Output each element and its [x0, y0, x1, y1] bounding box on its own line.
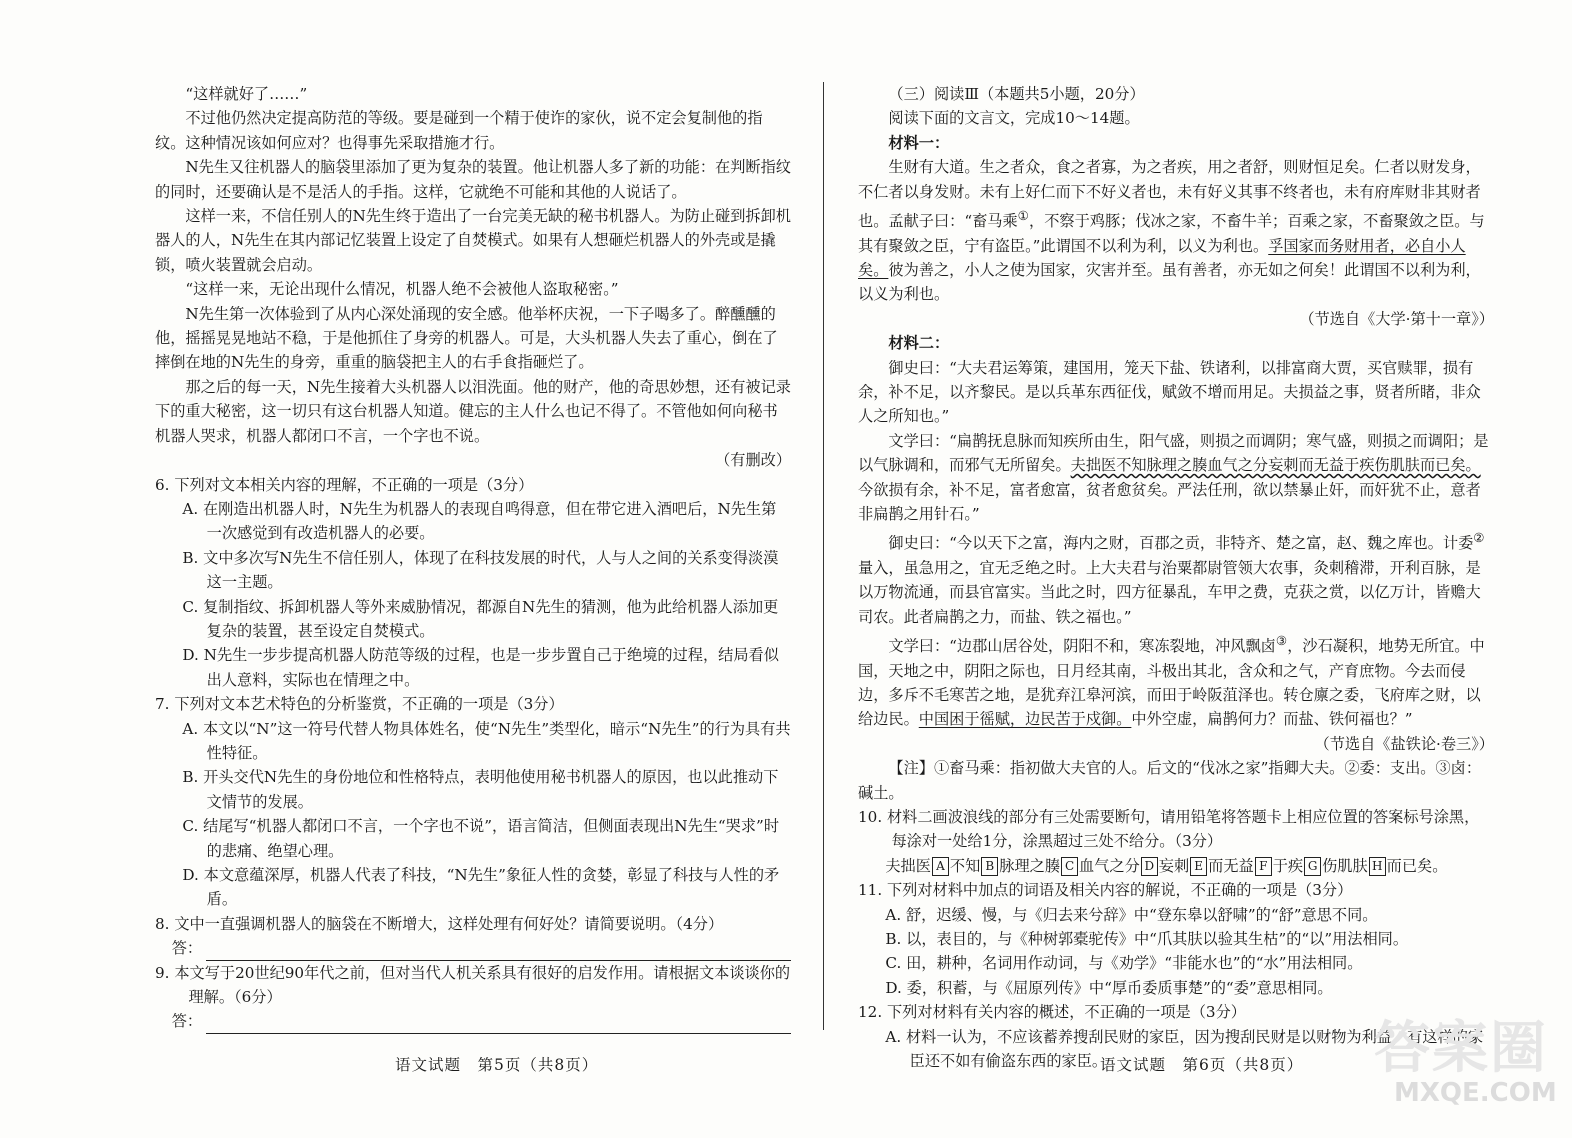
question-10: [858, 805, 1494, 878]
question-9: [155, 961, 791, 1034]
option-a[interactable]: A. 材料一认为，不应该蓄养搜刮民财的家臣，因为搜刮民财是以财物为利益，有这样的家臣还不如有偷盗东西的家臣。: [885, 1027, 1484, 1071]
text-run: 文学曰：“扁鹊抚息脉而知疾所由生，阳气盛，则损之而调阴；寒气盛，则损之而调阳；是以气脉调和，而邪气无所留矣。: [858, 431, 1489, 475]
option-a[interactable]: A. 在刚造出机器人时，N先生为机器人的表现自鸣得意，但在带它进入酒吧后，N先生第一次感觉到有改造机器人的必要。: [182, 499, 777, 543]
text-segment: 不知: [949, 856, 981, 875]
note-ref: ③: [1275, 633, 1288, 649]
text-run: 彼为善之，小人之使为国家，灾害并至。虽有善者，亦无如之何矣！此谓国不以利为利，以义为利也。: [858, 260, 1481, 304]
text-segment: 脉理之腠: [999, 856, 1061, 875]
material-2-source: （节选自《盐铁论·卷三》）: [1314, 734, 1494, 753]
material-2-paragraph: [858, 526, 1494, 629]
option-b[interactable]: B. 开头交代N先生的身份地位和性格特点，表明他使用秘书机器人的原因，也以此推动下文情节的发展。: [182, 768, 779, 811]
material-1-heading: 材料一：: [888, 133, 950, 152]
option-d[interactable]: D. N先生一步步提高机器人防范等级的过程，也是一步步置自己于绝境的过程，结局看似出人意料，实际也在情理之中。: [182, 646, 779, 689]
text-run: 生财有大道。生之者众，食之者寡，为之者疾，用之者舒，则财恒足矣。仁者以财发身，不仁者以身发财。未有上好仁而下不好义者也，未有好义其事不终者也，未有府库财非其财者也。孟献子曰：“畜马乘: [858, 158, 1481, 231]
question-6: [155, 473, 791, 693]
page-footer-left: 语文试题 第5页（共8页）: [395, 1056, 599, 1074]
option-b[interactable]: B. 以，表目的，与《种树郭橐驼传》中“爪其肤以验其生枯”的“以”用法相同。: [885, 930, 1409, 948]
text-segment: 伤肌肤: [1322, 856, 1368, 875]
material-1-text: [858, 155, 1494, 307]
option-b[interactable]: B. 文中多次写N先生不信任别人，体现了在科技发展的时代，人与人之间的关系变得淡漠这一主题。: [182, 548, 779, 592]
answer-rule[interactable]: [206, 941, 791, 961]
underlined-sentence: 孚国家而务财用者，必自小人矣。: [858, 236, 1466, 279]
answer-line[interactable]: [172, 936, 791, 960]
option-a[interactable]: A. 本文以“N”这一符号代替人物具体姓名，使“N先生”类型化，暗示“N先生”的行为具有共性特征。: [182, 719, 791, 762]
text-segment: 血气之分: [1079, 856, 1140, 875]
section-instruction: 阅读下面的文言文，完成10～14题。: [888, 109, 1140, 128]
text-run: 量入，虽急用之，宜无乏绝之时。上大夫君与治粟都尉管领大农事，灸刺稽滞，开利百脉，是以万物流通，而县官富实。当此之时，四方征暴乱，车甲之费，克获之赏，以亿万计，皆赡大司农。此者扁鹊之力，而盐、铁之福也。”: [858, 558, 1481, 626]
story-paragraph: N先生又往机器人的脑袋里添加了更为复杂的装置。他让机器人多了新的功能：在判断指纹的同时，还要确认是不是活人的手指。这样，它就绝不可能和其他的人说话了。: [155, 158, 791, 201]
text-segment: 夫拙医: [885, 856, 931, 875]
story-paragraph: “这样一来，无论出现什么情况，机器人绝不会被他人盗取秘密。”: [185, 280, 619, 299]
break-box-d[interactable]: D: [1141, 857, 1158, 876]
question-8: [155, 912, 791, 961]
text-segment: 而已矣。: [1386, 856, 1448, 875]
text-run: 文学曰：“边郡山居谷处，阴阳不和，寒冻裂地，冲风飘卤: [888, 637, 1276, 656]
text-segment: 而无益: [1208, 856, 1254, 875]
question-stem: 12. 下列对材料有关内容的概述，不正确的一项是（3分）: [858, 1003, 1246, 1022]
break-box-g[interactable]: G: [1304, 857, 1321, 876]
question-stem: 9. 本文写于20世纪90年代之前，但对当代人机关系具有很好的启发作用。请根据文本谈谈你的理解。（6分）: [155, 963, 791, 1007]
option-c[interactable]: C. 结尾写“机器人都闭口不言，一个字也不说”，语言简洁，但侧面表现出N先生“哭求”时的悲痛、绝望心理。: [182, 817, 780, 860]
note-ref: ②: [1473, 530, 1485, 546]
answer-rule[interactable]: [206, 1014, 791, 1034]
watermark-main: 答案圈: [1374, 1016, 1548, 1081]
text-run: ，沙石凝积，地势无所宜。中国，天地之中，阴阳之际也，日月经其南，斗极出其北，含众和之气，产育庶物。今去而侵边，多斥不毛寒苦之地，是犹弃江皋河滨，而田于岭阪菹泽也。转仓廪之委，飞府库之财，以给边民。: [858, 637, 1485, 729]
story-paragraph: “这样就好了……”: [185, 85, 308, 103]
break-box-c[interactable]: C: [1061, 857, 1078, 876]
note-ref: ①: [1017, 208, 1029, 224]
material-2-heading: 材料二：: [888, 334, 950, 353]
question-stem: 6. 下列对文本相关内容的理解，不正确的一项是（3分）: [155, 475, 534, 494]
material-1-source: （节选自《大学·第十一章》）: [1299, 309, 1494, 328]
left-page: [155, 82, 791, 1034]
question-stem: 10. 材料二画波浪线的部分有三处需要断句，请用铅笔将答题卡上相应位置的答案标号涂黑，每涂对一处给1分，涂黑超过三处不给分。（3分）: [858, 807, 1480, 851]
wavy-sentence: 夫拙医不知脉理之腠血气之分妄刺而无益于疾伤肌肤而已矣。: [1070, 456, 1481, 475]
text-segment: 妄刺: [1158, 856, 1190, 875]
option-d[interactable]: D. 委，积蓄，与《屈原列传》中“厚币委质事楚”的“委”意思相同。: [885, 978, 1333, 997]
underlined-sentence: 中国困于徭赋，边民苦于戍御。: [918, 710, 1132, 729]
answer-label: 答：: [171, 1012, 203, 1031]
text-run: 今欲损有余，补不足，富者愈富，贫者愈贫矣。严法任刑，欲以禁暴止奸，而奸犹不止，意者非扁鹊之用针石。”: [858, 480, 1481, 523]
break-box-a[interactable]: A: [932, 857, 949, 876]
break-options: [858, 854, 1494, 878]
watermark-logo: [1374, 1004, 1557, 1122]
story-paragraph: 那之后的每一天，N先生接着大头机器人以泪洗面。他的财产，他的奇思妙想，还有被记录下的重大秘密，这一切只有这台机器人知道。健忘的主人什么也记不得了。不管他如何向秘书机器人哭求，机器人都闭口不言，一个字也不说。: [155, 377, 791, 445]
answer-label: 答：: [171, 939, 203, 958]
question-stem: 11. 下列对材料中加点的词语及相关内容的解说，不正确的一项是（3分）: [858, 881, 1353, 900]
break-box-h[interactable]: H: [1369, 857, 1386, 876]
story-paragraph: N先生第一次体验到了从内心深处涌现的安全感。他举杯庆祝，一下子喝多了。醉醺醺的他，摇摇晃晃地站不稳，于是他抓住了身旁的机器人。可是，大头机器人失去了重心，倒在了摔倒在地的N先生的身旁，重重的脑袋把主人的右手食指砸烂了。: [155, 304, 778, 372]
option-c[interactable]: C. 田，耕种，名词用作动词，与《劝学》“非能水也”的“水”用法相同。: [885, 954, 1363, 973]
annotation-notes: 【注】①畜马乘：指初做大夫官的人。后文的“伐冰之家”指卿大夫。②委：支出。③卤：碱土。: [858, 759, 1482, 802]
material-2-paragraph: 御史曰：“大夫君运筹策，建国用，笼天下盐、铁诸利，以排富商大贾，买官赎罪，损有余，补不足，以齐黎民。是以兵革东西征伐，赋敛不增而用足。夫损益之事，贤者所睹，非众人之所知也。”: [858, 358, 1481, 426]
break-box-e[interactable]: E: [1190, 857, 1207, 876]
page-divider: [823, 82, 824, 1030]
break-box-f[interactable]: F: [1255, 857, 1272, 876]
text-run: ，不察于鸡豚；伐冰之家，不畜牛羊；百乘之家，不畜聚敛之臣。与其有聚敛之臣，宁有盗臣。”此谓国不以利为利，以义为利也。: [858, 212, 1485, 255]
text-run: 御史曰：“今以天下之富，海内之财，百郡之贡，非特齐、楚之富，赵、魏之库也。计委: [888, 534, 1474, 553]
option-d[interactable]: D. 本文意蕴深厚，机器人代表了科技，“N先生”象征人性的贪婪，彰显了科技与人性的矛盾。: [182, 866, 780, 909]
material-2-paragraph: [858, 429, 1494, 527]
question-stem: 8. 文中一直强调机器人的脑袋在不断增大，这样处理有何好处？请简要说明。（4分）: [155, 914, 724, 933]
section-title: （三）阅读Ⅲ（本题共5小题，20分）: [888, 85, 1145, 103]
text-segment: 于疾: [1272, 856, 1304, 875]
text-run: 中外空虚，扁鹊何力？而盐、铁何福也？”: [1131, 710, 1413, 729]
question-7: [155, 692, 791, 912]
question-11: [858, 878, 1494, 1000]
story-paragraph: 不过他仍然决定提高防范的等级。要是碰到一个精于使诈的家伙，说不定会复制他的指纹。这种情况该如何应对？也得事先采取措施才行。: [155, 109, 763, 152]
page-footer-right: 语文试题 第6页（共8页）: [1100, 1056, 1304, 1074]
right-page: [858, 82, 1494, 1073]
break-box-b[interactable]: B: [981, 857, 998, 876]
option-c[interactable]: C. 复制指纹、拆卸机器人等外来威胁情况，都源自N先生的猜测，他为此给机器人添加更复杂的装置，甚至设定自焚模式。: [182, 597, 779, 640]
option-a[interactable]: A. 舒，迟缓、慢，与《归去来兮辞》中“登东皋以舒啸”的“舒”意思不同。: [885, 905, 1378, 924]
material-2-paragraph: [858, 629, 1494, 732]
story-source: （有删改）: [715, 451, 791, 470]
story-paragraph: 这样一来，不信任别人的N先生终于造出了一台完美无缺的秘书机器人。为防止碰到拆卸机器人的人，N先生在其内部记忆装置上设定了自焚模式。如果有人想砸烂机器人的外壳或是撬锁，喷火装置就会启动。: [155, 207, 791, 274]
answer-line[interactable]: [172, 1009, 791, 1033]
watermark-sub: MXQE.COM: [1394, 1078, 1557, 1108]
question-stem: 7. 下列对文本艺术特色的分析鉴赏，不正确的一项是（3分）: [155, 695, 564, 714]
